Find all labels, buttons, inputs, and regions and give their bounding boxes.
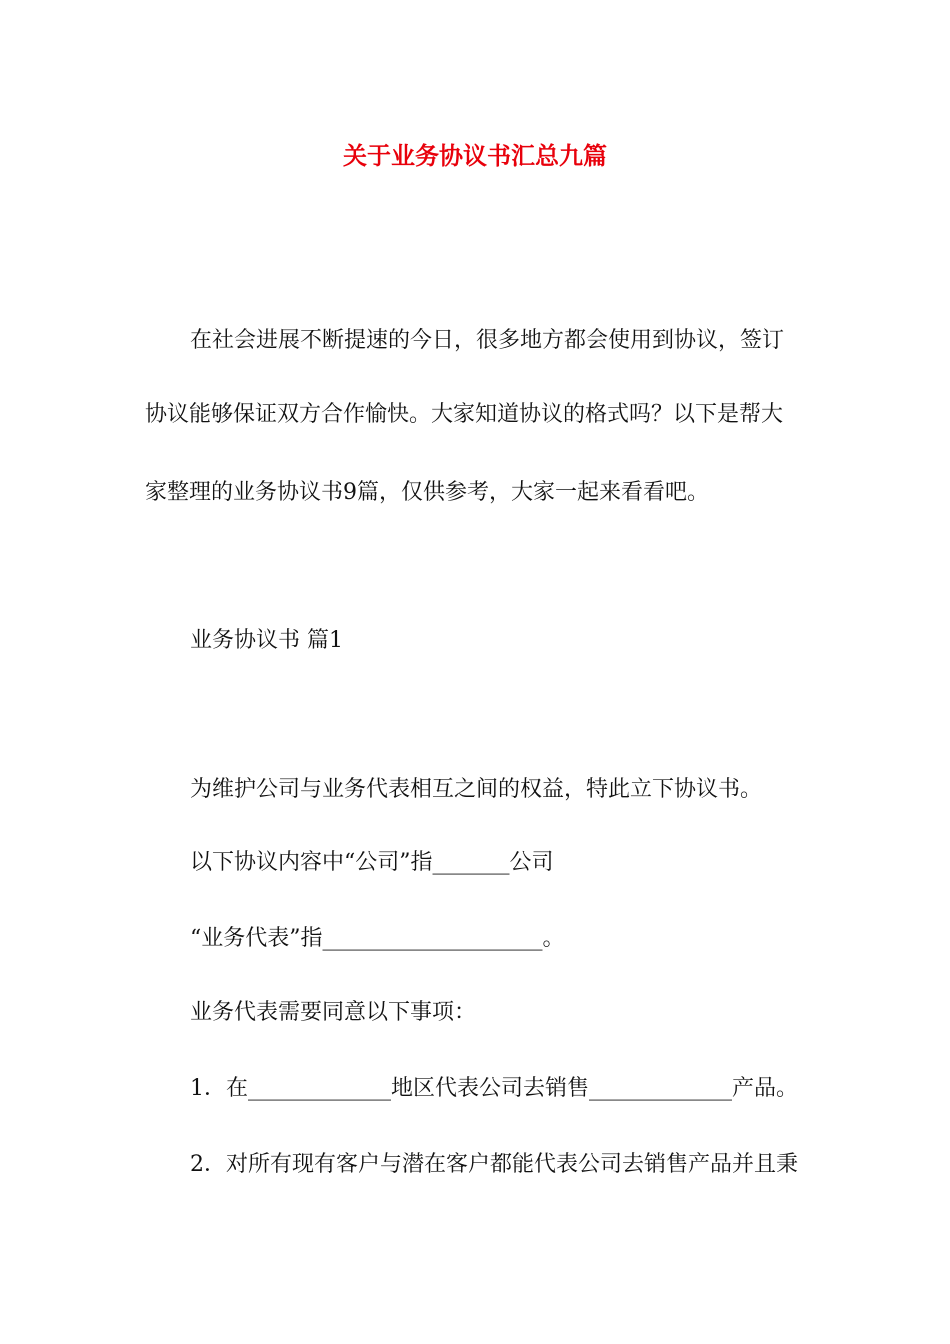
document-title: 关于业务协议书汇总九篇 <box>343 141 607 170</box>
intro-line-2: 协议能够保证双方合作愉快。大家知道协议的格式吗？以下是帮大 <box>145 402 784 427</box>
paragraph-representative-definition: “业务代表”指____________________。 <box>190 926 565 951</box>
paragraph-item-2: 2．对所有现有客户与潜在客户都能代表公司去销售产品并且秉 <box>190 1152 798 1177</box>
paragraph-purpose: 为维护公司与业务代表相互之间的权益，特此立下协议书。 <box>190 777 763 802</box>
paragraph-company-definition: 以下协议内容中“公司”指_______公司 <box>190 850 554 875</box>
intro-line-3: 家整理的业务协议书9篇，仅供参考，大家一起来看看吧。 <box>145 480 709 505</box>
section-heading: 业务协议书 篇1 <box>190 628 343 653</box>
paragraph-item-1: 1．在_____________地区代表公司去销售_____________产品。 <box>190 1076 798 1101</box>
paragraph-agreement-intro: 业务代表需要同意以下事项： <box>190 1000 477 1025</box>
intro-line-1: 在社会进展不断提速的今日，很多地方都会使用到协议，签订 <box>190 328 785 353</box>
